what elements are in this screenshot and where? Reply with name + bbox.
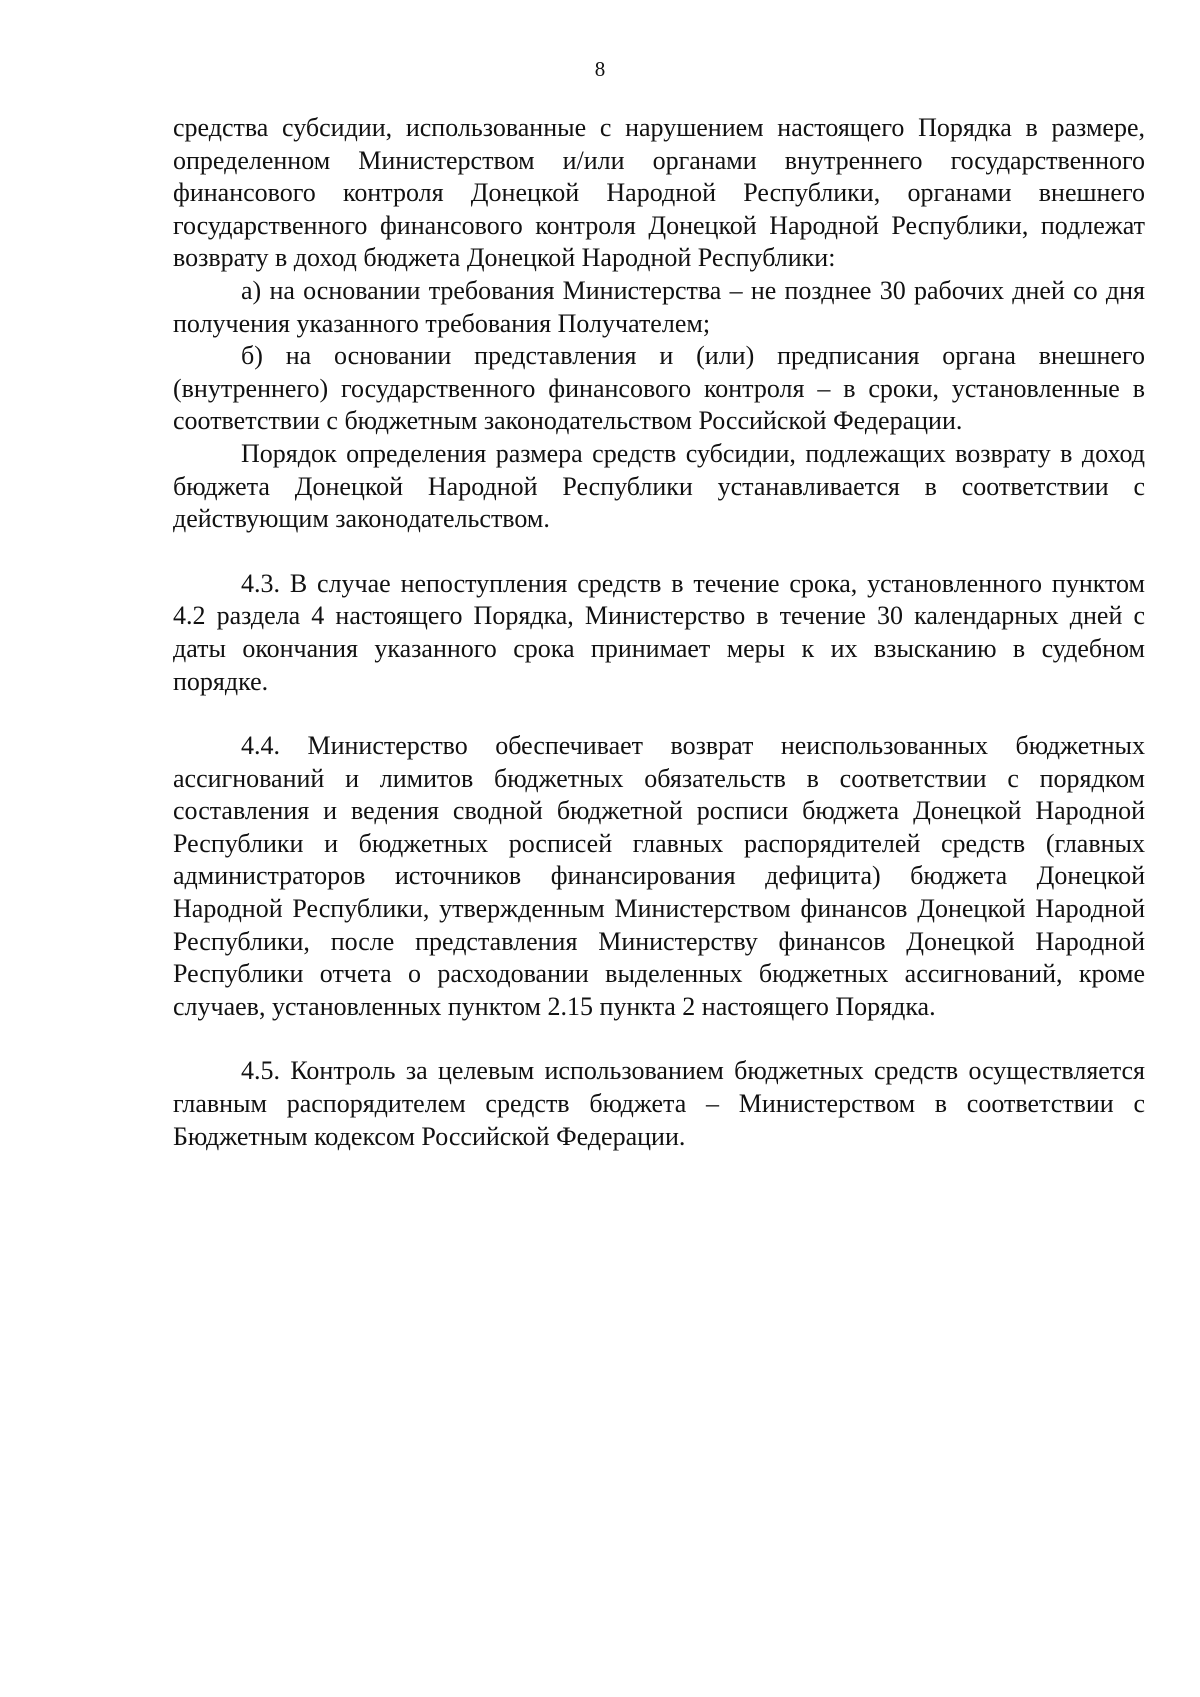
paragraph-refund-procedure: Порядок определения размера средств субсидии, подлежащих возврату в доход бюджета Донецкой Народной Республики устанавливается в соответствии с действующим законодательством. <box>173 438 1145 534</box>
document-body <box>173 112 1145 1153</box>
paragraph-refund-intro: средства субсидии, использованные с нарушением настоящего Порядка в размере, определенном Министерством и/или органами внутреннего государственного финансового контроля Донецкой Народной Республики, органами внешнего государственного финансового контроля Донецкой Народной Республики, подлежат возврату в доход бюджета Донецкой Народной Республики: <box>173 113 1145 273</box>
paragraph-item-b: б) на основании представления и (или) предписания органа внешнего (внутреннего) государственного финансового контроля – в сроки, установленные в соответствии с бюджетным законодательством Российской Федерации. <box>173 341 1145 436</box>
page-number: 8 <box>594 57 606 81</box>
paragraph-section-4-4: 4.4. Министерство обеспечивает возврат неиспользованных бюджетных ассигнований и лимитов бюджетных обязательств в соответствии с порядком составления и ведения сводной бюджетной росписи бюджета Донецкой Народной Республики и бюджетных росписей главных распорядителей средств (главных администраторов источников финансирования дефицита) бюджета Донецкой Народной Республики, утвержденным Министерством финансов Донецкой Народной Республики, после представления Министерству финансов Донецкой Народной Республики отчета о расходовании выделенных бюджетных ассигнований, кроме случаев, установленных пунктом 2.15 пункта 2 настоящего Порядка. <box>173 731 1145 1021</box>
paragraph-section-4-3: 4.3. В случае непоступления средств в течение срока, установленного пунктом 4.2 раздела 4 настоящего Порядка, Министерство в течение 30 календарных дней с даты окончания указанного срока принимает меры к их взысканию в судебном порядке. <box>173 568 1145 696</box>
paragraph-section-4-5: 4.5. Контроль за целевым использованием бюджетных средств осуществляется главным распорядителем средств бюджета – Министерством в соответствии с Бюджетным кодексом Российской Федерации. <box>173 1056 1145 1151</box>
paragraph-item-a: а) на основании требования Министерства – не позднее 30 рабочих дней со дня получения указанного требования Получателем; <box>173 275 1145 338</box>
